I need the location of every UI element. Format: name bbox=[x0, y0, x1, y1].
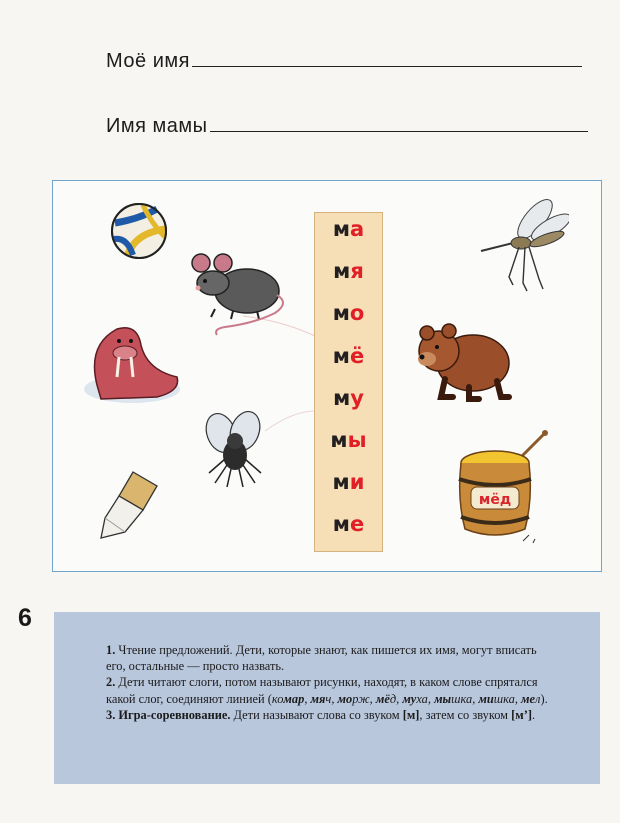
mother-name-write-line[interactable] bbox=[210, 130, 588, 132]
syllable-0[interactable]: ма bbox=[332, 217, 365, 241]
teacher-instructions bbox=[54, 612, 600, 784]
word-6: мишка bbox=[478, 691, 515, 706]
syllable-column bbox=[314, 212, 383, 552]
word-0: комар bbox=[271, 691, 305, 706]
mother-name-field-row bbox=[106, 115, 588, 138]
ball-icon bbox=[109, 201, 169, 261]
word-5: мышка bbox=[434, 691, 473, 706]
syllable-picture-exercise bbox=[52, 180, 602, 572]
syllable-2[interactable]: мо bbox=[332, 301, 365, 326]
word-3: мёд bbox=[375, 691, 397, 706]
name-field-row bbox=[106, 50, 582, 73]
syllable-4[interactable]: му bbox=[333, 385, 364, 410]
fly-icon bbox=[197, 411, 277, 491]
honey-label: мёд bbox=[478, 492, 512, 508]
instruction-item-2: 2. Дети читают слоги, потом называют рисунки, находят, в каком слове спрятался какой слог, соединяют линией (комар, мяч, морж, мёд, муха, мышка, мишка, мел). bbox=[106, 675, 548, 706]
name-write-line[interactable] bbox=[192, 65, 582, 67]
syllable-5[interactable]: мы bbox=[330, 428, 367, 452]
page-number: 6 bbox=[18, 604, 32, 632]
walrus-icon bbox=[77, 315, 185, 411]
honey-barrel-icon bbox=[453, 429, 553, 549]
syllable-3[interactable]: мё bbox=[332, 343, 365, 368]
bear-icon bbox=[413, 317, 513, 407]
word-7: мел bbox=[521, 691, 541, 706]
name-label: Моё имя bbox=[106, 50, 190, 72]
instruction-item-3: 3. Игра-соревнование. Дети называют слова со звуком [м], затем со звуком [м’]. bbox=[106, 707, 536, 722]
syllable-1[interactable]: мя bbox=[333, 259, 364, 284]
chalk-icon bbox=[95, 466, 165, 546]
word-list: комар, мяч, морж, мёд, муха, мышка, мишка, мел bbox=[271, 691, 541, 706]
mother-name-label: Имя мамы bbox=[106, 115, 208, 137]
instructions-text bbox=[106, 642, 554, 723]
mosquito-icon bbox=[473, 193, 569, 299]
mouse-icon bbox=[185, 251, 295, 341]
word-2: морж bbox=[337, 691, 370, 706]
word-4: муха bbox=[402, 691, 428, 706]
word-1: мяч bbox=[310, 691, 332, 706]
instruction-item-1: 1. Чтение предложений. Дети, которые знают, как пишется их имя, могут вписать его, остальные — просто назвать. bbox=[106, 643, 537, 674]
syllable-6[interactable]: ми bbox=[332, 470, 365, 495]
syllable-7[interactable]: ме bbox=[332, 512, 365, 537]
